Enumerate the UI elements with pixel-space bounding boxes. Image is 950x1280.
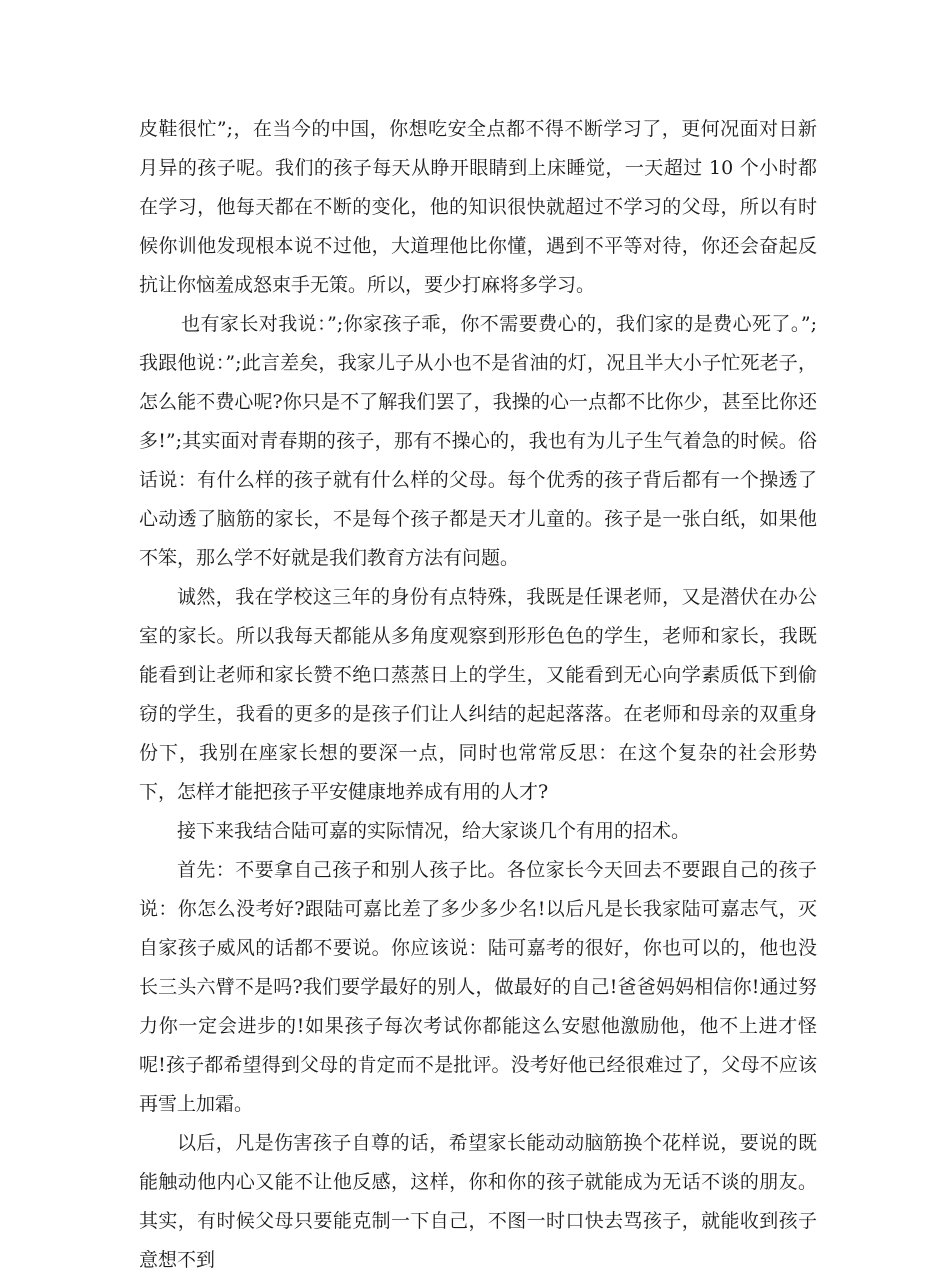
paragraph-continued: 皮鞋很忙”;，在当今的中国，你想吃安全点都不得不断学习了，更何况面对日新月异的孩子呢。我们的孩子每天从睁开眼睛到上床睡觉，一天超过 10 个小时都在学习，他每天都在不断的变化，他的知识很快就超过不学习的父母，所以有时候你训他发现根本说不过他，大道理他比你懂，遇到不平等对待，你还会奋起反抗让你恼羞成怒束手无策。所以，要少打麻将多学习。 <box>139 118 817 296</box>
paragraph: 以后，凡是伤害孩子自尊的话，希望家长能动动脑筋换个花样说，要说的既能触动他内心又能不让他反感，这样，你和你的孩子就能成为无话不谈的朋友。其实，有时候父母只要能克制一下自己，不图一时口快去骂孩子，就能收到孩子意想不到 <box>139 1132 817 1271</box>
paragraph: 也有家长对我说：”;你家孩子乖，你不需要费心的，我们家的是费心死了。”;我跟他说：”;此言差矣，我家儿子从小也不是省油的灯，况且半大小子忙死老子，怎么能不费心呢?你只是不了解我们罢了，我操的心一点都不比你少，甚至比你还多!”;其实面对青春期的孩子，那有不操心的，我也有为儿子生气着急的时候。俗话说：有什么样的孩子就有什么样的父母。每个优秀的孩子背后都有一个操透了心动透了脑筋的家长，不是每个孩子都是天才儿童的。孩子是一张白纸，如果他不笨，那么学不好就是我们教育方法有问题。 <box>139 313 817 569</box>
paragraph: 首先：不要拿自己孩子和别人孩子比。各位家长今天回去不要跟自己的孩子说：你怎么没考好?跟陆可嘉比差了多少多少名!以后凡是长我家陆可嘉志气，灭自家孩子威风的话都不要说。你应该说：陆可嘉考的很好，你也可以的，他也没长三头六臂不是吗?我们要学最好的别人，做最好的自己!爸爸妈妈相信你!通过努力你一定会进步的!如果孩子每次考试你都能这么安慰他激励他，他不上进才怪呢!孩子都希望得到父母的肯定而不是批评。没考好他已经很难过了，父母不应该再雪上加霜。 <box>139 859 817 1115</box>
paragraph: 诚然，我在学校这三年的身份有点特殊，我既是任课老师，又是潜伏在办公室的家长。所以我每天都能从多角度观察到形形色色的学生，老师和家长，我既能看到让老师和家长赞不绝口蒸蒸日上的学生，又能看到无心向学素质低下到偷窃的学生，我看的更多的是孩子们让人纠结的起起落落。在老师和母亲的双重身份下，我别在座家长想的要深一点，同时也常常反思：在这个复杂的社会形势下，怎样才能把孩子平安健康地养成有用的人才? <box>139 586 817 803</box>
document-body <box>139 110 817 1280</box>
paragraph: 接下来我结合陆可嘉的实际情况，给大家谈几个有用的招术。 <box>177 820 691 842</box>
